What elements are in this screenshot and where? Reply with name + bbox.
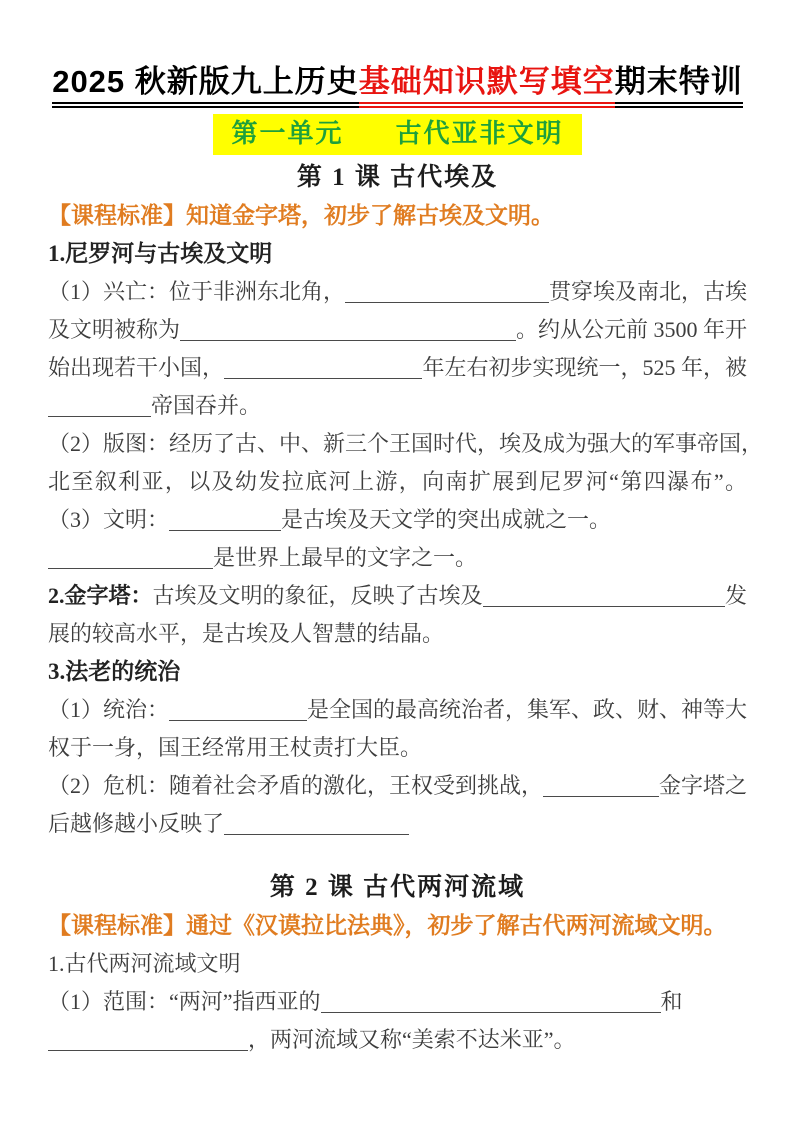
body-line bbox=[48, 463, 747, 501]
lesson-1-section bbox=[48, 161, 764, 843]
page-title bbox=[48, 62, 747, 102]
text-segment: 始出现若干小国， bbox=[48, 355, 225, 381]
fill-in-blank bbox=[483, 606, 725, 607]
body-line bbox=[48, 311, 747, 349]
text-segment: 3.法老的统治 bbox=[48, 659, 181, 685]
title-highlight: 基础知识默写填空 bbox=[359, 64, 615, 108]
course-standard-label: 【课程标准】 bbox=[48, 203, 186, 229]
unit-banner bbox=[213, 114, 581, 155]
text-segment: 和 bbox=[660, 988, 683, 1014]
body-line bbox=[48, 691, 747, 729]
fill-in-blank bbox=[169, 524, 281, 531]
body-line bbox=[48, 729, 747, 767]
body-line bbox=[48, 349, 747, 387]
text-segment: （1）范围：“两河”指西亚的 bbox=[48, 988, 321, 1014]
body-line bbox=[48, 945, 747, 983]
text-segment: 权于一身，国王经常用王杖责打大臣。 bbox=[48, 735, 423, 761]
text-segment: 后越修越小反映了 bbox=[48, 811, 225, 837]
text-segment: 古埃及文明的象征，反映了古埃及 bbox=[152, 583, 483, 609]
body-line bbox=[48, 1021, 747, 1059]
body-line bbox=[48, 387, 747, 425]
fill-in-blank bbox=[48, 562, 213, 569]
text-segment: 及文明被称为 bbox=[48, 317, 181, 343]
text-segment: 年左右初步实现统一，525 年，被 bbox=[422, 355, 747, 381]
text-segment: 展的较高水平，是古埃及人智慧的结晶。 bbox=[48, 621, 445, 647]
fill-in-blank bbox=[48, 410, 151, 417]
course-standard-text: 知道金字塔，初步了解古埃及文明。 bbox=[186, 203, 554, 229]
text-segment: 发 bbox=[724, 583, 747, 609]
fill-in-blank bbox=[543, 796, 659, 797]
text-segment: ，两河流域又称“美索不达米亚”。 bbox=[248, 1026, 576, 1052]
unit-number: 第一单元 bbox=[231, 119, 344, 149]
text-segment: 是全国的最高统治者，集军、政、财、神等大 bbox=[306, 697, 747, 723]
text-segment: （1）兴亡：位于非洲东北角， bbox=[48, 279, 346, 305]
text-segment: （2）危机：随着社会矛盾的激化，王权受到挑战， bbox=[48, 773, 544, 799]
lesson-1-heading: 第 1 课 古代埃及 bbox=[296, 164, 499, 192]
text-segment: 是世界上最早的文字之一。 bbox=[213, 545, 478, 571]
body-line bbox=[48, 615, 747, 653]
text-segment: （3）文明： bbox=[48, 507, 170, 533]
lesson-2-heading: 第 2 课 古代两河流域 bbox=[269, 874, 526, 902]
lesson-2-section bbox=[48, 871, 747, 1059]
text-segment: 金字塔之 bbox=[658, 773, 747, 799]
course-standard-1 bbox=[48, 199, 747, 233]
text-segment: 北至叙利亚，以及幼发拉底河上游，向南扩展到尼罗河“第四瀑布”。 bbox=[48, 469, 747, 495]
text-segment: （2）版图：经历了古、中、新三个王国时代，埃及成为强大的军事帝国， bbox=[48, 431, 764, 457]
lesson-2-body bbox=[48, 945, 747, 1059]
fill-in-blank bbox=[224, 828, 409, 835]
lesson-1-body bbox=[48, 235, 764, 843]
section-heading bbox=[48, 653, 747, 691]
text-segment: 1.古代两河流域文明 bbox=[48, 950, 241, 976]
fill-in-blank bbox=[180, 340, 516, 341]
body-line bbox=[48, 767, 747, 805]
body-line bbox=[48, 577, 747, 615]
body-line bbox=[48, 425, 764, 463]
title-part1: 2025 秋新版九上历史 bbox=[52, 64, 359, 108]
body-line bbox=[48, 273, 747, 311]
text-segment: 。约从公元前 3500 年开 bbox=[515, 317, 747, 343]
fill-in-blank bbox=[224, 378, 422, 379]
fill-in-blank bbox=[321, 1006, 661, 1013]
body-line bbox=[48, 539, 747, 577]
title-part3: 期末特训 bbox=[615, 64, 743, 108]
body-line bbox=[48, 983, 747, 1021]
text-segment: 是古埃及天文学的突出成就之一。 bbox=[281, 507, 612, 533]
fill-in-blank bbox=[169, 720, 307, 721]
text-segment: 贯穿埃及南北，古埃 bbox=[548, 279, 747, 305]
section-heading bbox=[48, 235, 747, 273]
text-segment: 1.尼罗河与古埃及文明 bbox=[48, 241, 273, 267]
fill-in-blank bbox=[345, 302, 549, 303]
course-standard-2 bbox=[48, 909, 747, 943]
body-line bbox=[48, 501, 747, 539]
text-segment: （1）统治： bbox=[48, 697, 170, 723]
fill-in-blank bbox=[48, 1044, 248, 1051]
unit-name: 古代亚非文明 bbox=[395, 119, 564, 149]
body-line bbox=[48, 805, 747, 843]
course-standard-label: 【课程标准】 bbox=[48, 912, 186, 938]
text-segment: 2.金字塔： bbox=[48, 583, 153, 609]
text-segment: 帝国吞并。 bbox=[151, 393, 262, 419]
unit-banner-row bbox=[48, 114, 747, 155]
course-standard-text: 通过《汉谟拉比法典》，初步了解古代两河流域文明。 bbox=[186, 912, 727, 938]
